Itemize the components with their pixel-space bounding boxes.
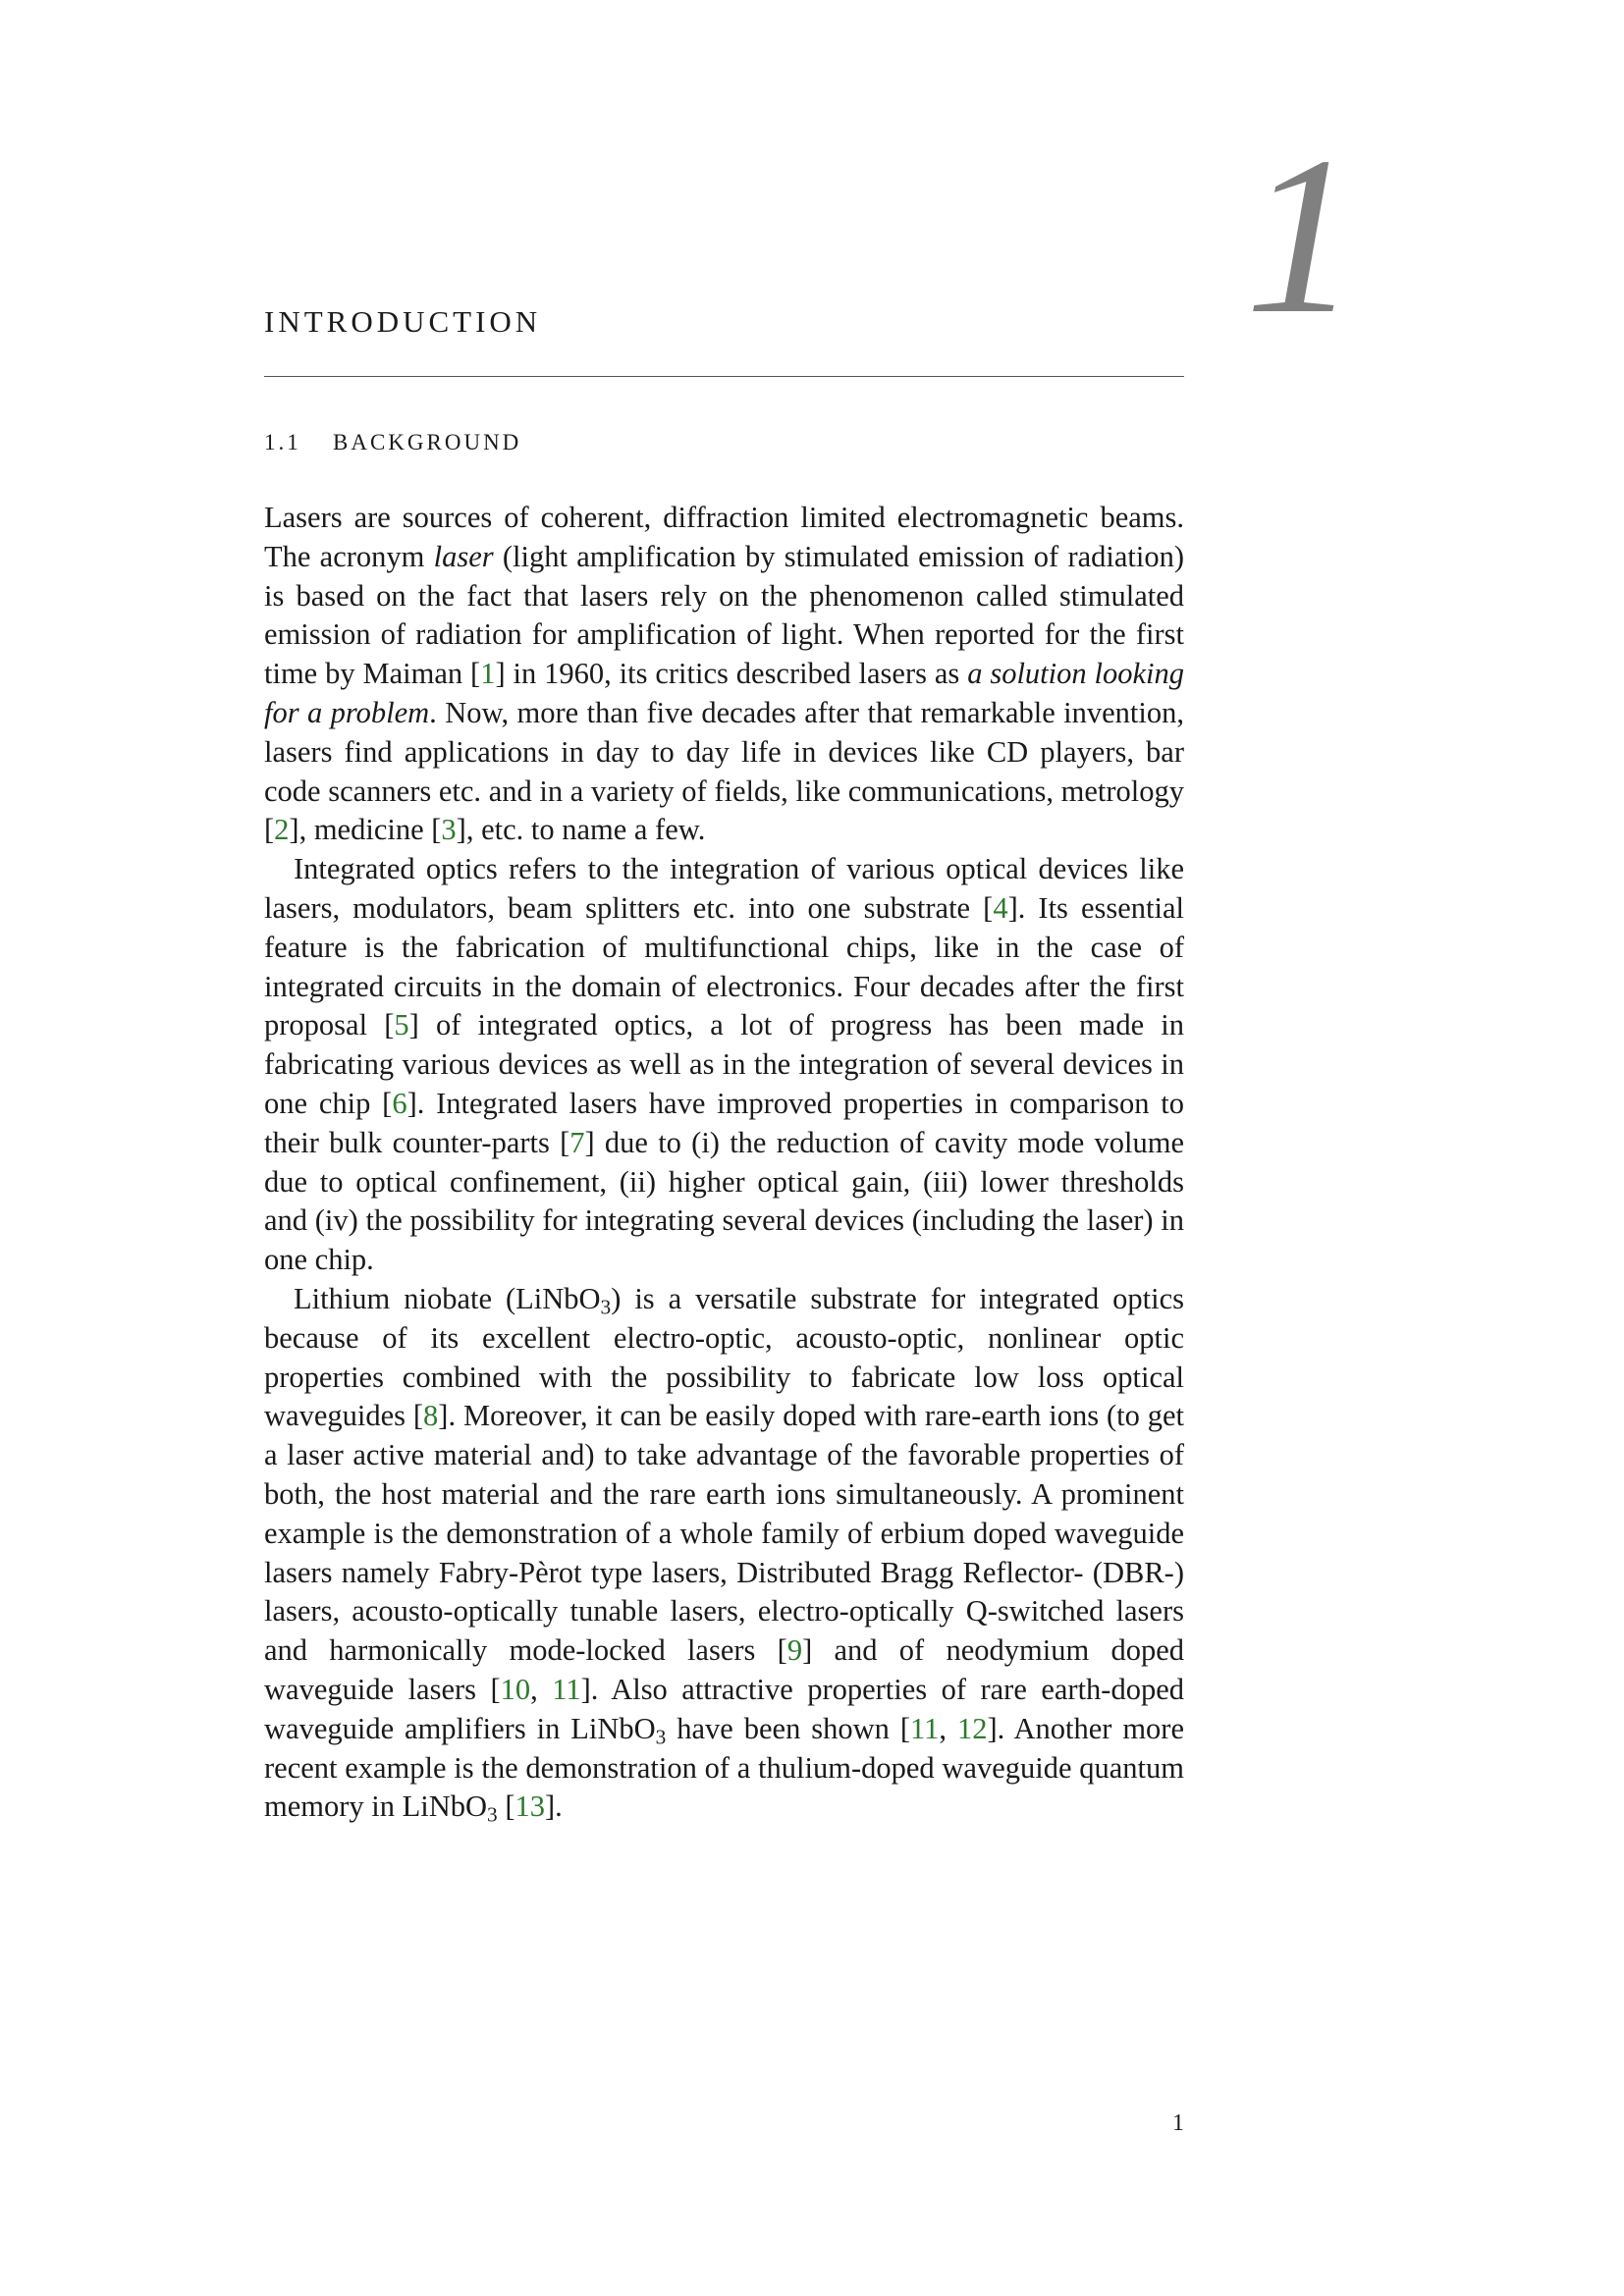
citation-link[interactable]: 9 bbox=[786, 1633, 803, 1668]
text-run: ] and of neodymium doped waveguide lasers [ bbox=[264, 1633, 1184, 1706]
text-run: ]. Another more recent example is the demonstration of a thulium-doped waveguide quantum memory in LiNbO bbox=[264, 1711, 1184, 1824]
citation-link[interactable]: 7 bbox=[569, 1125, 585, 1159]
text-run: ], etc. to name a few. bbox=[456, 813, 706, 847]
citation-link[interactable]: 8 bbox=[423, 1399, 439, 1433]
chapter-number: 1 bbox=[1245, 110, 1358, 360]
chapter-title: INTRODUCTION bbox=[264, 304, 542, 339]
emphasis: laser bbox=[433, 539, 494, 573]
citation-link[interactable]: 13 bbox=[514, 1789, 545, 1824]
citation-link[interactable]: 11 bbox=[910, 1711, 940, 1745]
text-run: (light amplification by stimulated emission of radiation) is based on the fact that lasers rely on the phenomenon called stimulated emission of radiation for amplification of light. When reported for the first time by Maiman [ bbox=[264, 539, 1185, 691]
text-run: , bbox=[530, 1672, 553, 1706]
citation-link[interactable]: 3 bbox=[441, 813, 457, 847]
subscript: 3 bbox=[655, 1725, 667, 1749]
text-run: ]. Integrated lasers have improved properties in comparison to their bulk counter-parts [ bbox=[264, 1086, 1184, 1159]
subscript: 3 bbox=[600, 1295, 612, 1319]
citation-link[interactable]: 10 bbox=[500, 1672, 531, 1706]
citation-link[interactable]: 12 bbox=[956, 1711, 988, 1745]
citation-link[interactable]: 4 bbox=[993, 890, 1008, 925]
text-run: ] in 1960, its critics described lasers as bbox=[495, 657, 968, 691]
text-run: have been shown [ bbox=[666, 1711, 910, 1745]
text-run: [ bbox=[497, 1789, 515, 1824]
subscript: 3 bbox=[487, 1802, 498, 1827]
text-run: Integrated optics refers to the integration of various optical devices like lasers, modulators, beam splitters etc. into one substrate [ bbox=[264, 852, 1184, 925]
section-number: 1.1 bbox=[264, 430, 301, 454]
text-run: , bbox=[939, 1711, 957, 1745]
text-run: ], medicine [ bbox=[289, 813, 442, 847]
section-heading bbox=[264, 430, 521, 455]
citation-link[interactable]: 6 bbox=[392, 1086, 407, 1120]
body-text bbox=[264, 499, 1184, 1827]
text-run: . Now, more than five decades after that remarkable invention, lasers find applications in day to day life in devices like CD players, bar code scanners etc. and in a variety of fields, like communications, metrology [ bbox=[264, 695, 1185, 847]
citation-link[interactable]: 5 bbox=[394, 1008, 409, 1042]
text-run: ] due to (i) the reduction of cavity mode volume due to optical confinement, (ii) higher optical gain, (iii) lower thresholds and (iv) the possibility for integrating several devices (including the laser) in one chip. bbox=[264, 1125, 1184, 1277]
chapter-rule bbox=[264, 376, 1184, 377]
paragraph-2 bbox=[264, 850, 1184, 1280]
citation-link[interactable]: 11 bbox=[552, 1672, 581, 1706]
text-run: ]. bbox=[545, 1789, 563, 1824]
section-title: BACKGROUND bbox=[333, 430, 522, 454]
text-run: ]. Its essential feature is the fabrication of multifunctional chips, like in the case of integrated circuits in the domain of electronics. Four decades after the first proposal [ bbox=[264, 890, 1184, 1042]
text-run: Lithium niobate (LiNbO bbox=[294, 1281, 601, 1315]
paragraph-1 bbox=[264, 499, 1184, 850]
emphasis: a solution looking for a problem bbox=[264, 657, 1185, 729]
citation-link[interactable]: 1 bbox=[480, 657, 496, 691]
text-run: ] of integrated optics, a lot of progress has been made in fabricating various devices as well as in the integration of several devices in one chip [ bbox=[264, 1008, 1184, 1120]
text-run: ) is a versatile substrate for integrated optics because of its excellent electro-optic, acousto-optic, nonlinear optic properties combined with the possibility to fabricate low loss optical waveguides [ bbox=[264, 1281, 1184, 1433]
text-run: ]. Moreover, it can be easily doped with rare-earth ions (to get a laser active material and) to take advantage of the favorable properties of both, the host material and the rare earth ions simultaneously. A prominent example is the demonstration of a whole family of erbium doped waveguide lasers namely Fabry-Pèrot type lasers, Distributed Bragg Reflector- (DBR-) lasers, acousto-optically tunable lasers, electro-optically Q-switched lasers and harmonically mode-locked lasers [ bbox=[264, 1399, 1184, 1668]
text-run: Lasers are sources of coherent, diffraction limited electromagnetic beams. The acronym bbox=[264, 501, 1184, 573]
text-run: ]. Also attractive properties of rare earth-doped waveguide amplifiers in LiNbO bbox=[264, 1672, 1184, 1745]
paragraph-3 bbox=[264, 1280, 1184, 1827]
citation-link[interactable]: 2 bbox=[274, 813, 290, 847]
page-number: 1 bbox=[1172, 2110, 1184, 2136]
